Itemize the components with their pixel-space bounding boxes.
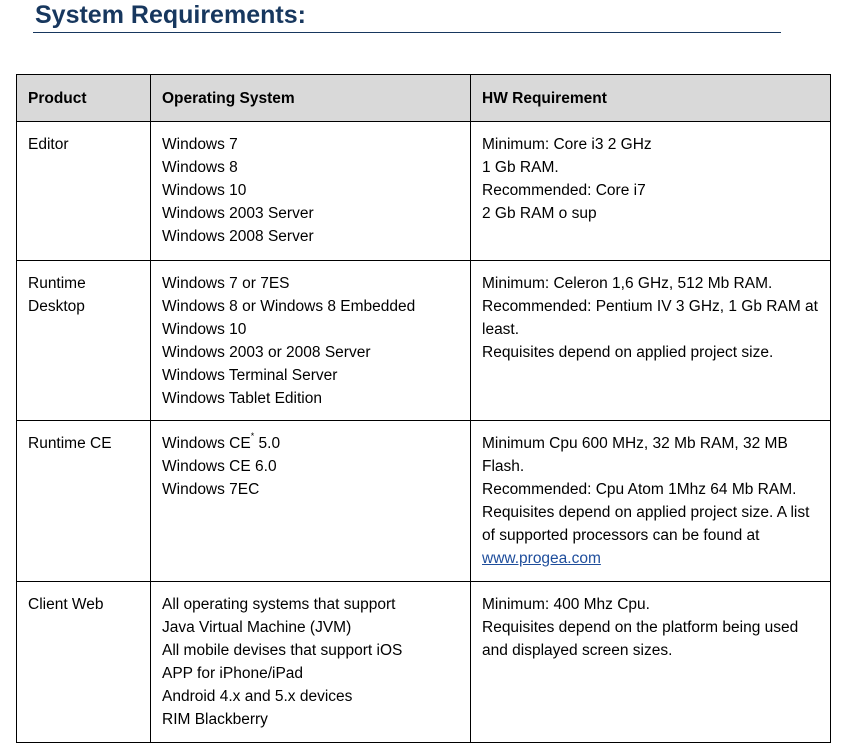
os-cell	[151, 261, 471, 421]
os-line: Android 4.x and 5.x devices	[162, 688, 353, 705]
hw-line: Minimum: Core i3 2 GHz	[482, 136, 652, 153]
os-line: Windows 2003 or 2008 Server	[162, 344, 371, 361]
hw-cell	[471, 122, 831, 261]
os-line: Windows Tablet Edition	[162, 390, 322, 407]
hw-line: 1 Gb RAM.	[482, 159, 559, 176]
os-line: Windows 7EC	[162, 481, 260, 498]
product-cell	[17, 122, 151, 261]
header-hw-requirement: HW Requirement	[471, 75, 831, 122]
hw-cell	[471, 421, 831, 582]
progea-website-link[interactable]: www.progea.com	[482, 550, 601, 567]
hw-cell	[471, 582, 831, 743]
page-title: System Requirements:	[35, 1, 306, 29]
os-line: Windows 10	[162, 321, 247, 338]
os-cell	[151, 122, 471, 261]
os-line: Windows 8 or Windows 8 Embedded	[162, 298, 416, 315]
hw-line: Requisites depend on the platform being used and displayed screen sizes.	[482, 619, 799, 659]
hw-line: Minimum Cpu 600 MHz, 32 Mb RAM, 32 MB Flash.	[482, 435, 788, 475]
os-line: APP for iPhone/iPad	[162, 665, 304, 682]
os-line: Windows 8	[162, 159, 238, 176]
hw-text-before-link: Recommended: Cpu Atom 1Mhz 64 Mb RAM. Requisites depend on applied project size. A list of supported processors can be found at	[482, 481, 810, 544]
hw-cell	[471, 261, 831, 421]
hw-line: 2 Gb RAM o sup	[482, 205, 597, 222]
os-line: Windows CE 6.0	[162, 458, 277, 475]
table-row	[17, 122, 831, 261]
os-line: Windows 7 or 7ES	[162, 275, 290, 292]
os-ce5-prefix: Windows CE	[162, 435, 251, 452]
product-cell	[17, 421, 151, 582]
header-operating-system: Operating System	[151, 75, 471, 122]
os-cell	[151, 421, 471, 582]
os-cell	[151, 582, 471, 743]
hw-line: Minimum: 400 Mhz Cpu.	[482, 596, 650, 613]
table-row	[17, 261, 831, 421]
header-product: Product	[17, 75, 151, 122]
hw-line: Minimum: Celeron 1,6 GHz, 512 Mb RAM.	[482, 275, 773, 292]
os-line	[162, 432, 461, 455]
hw-line: Recommended: Pentium IV 3 GHz, 1 Gb RAM at least.	[482, 298, 818, 338]
product-name: Editor	[28, 136, 69, 153]
hw-line	[482, 478, 821, 570]
table-row	[17, 582, 831, 743]
title-underline	[33, 32, 781, 33]
os-line: Windows 7	[162, 136, 238, 153]
os-line: Java Virtual Machine (JVM)	[162, 619, 352, 636]
hw-line: Requisites depend on applied project size.	[482, 344, 774, 361]
product-name: Client Web	[28, 596, 104, 613]
table-header-row	[17, 75, 831, 122]
product-cell	[17, 261, 151, 421]
system-requirements-table	[16, 74, 831, 743]
os-ce5-suffix: 5.0	[254, 435, 281, 452]
os-line: RIM Blackberry	[162, 711, 268, 728]
os-line: Windows 2003 Server	[162, 205, 314, 222]
os-line: Windows 10	[162, 182, 247, 199]
os-line: All operating systems that support	[162, 596, 396, 613]
os-line: All mobile devises that support iOS	[162, 642, 403, 659]
product-name: Runtime	[28, 275, 86, 292]
hw-line: Recommended: Core i7	[482, 182, 646, 199]
os-line: Windows Terminal Server	[162, 367, 338, 384]
footnote-asterisk: *	[250, 431, 255, 441]
product-name: Runtime CE	[28, 435, 112, 452]
product-name: Desktop	[28, 298, 85, 315]
table-row	[17, 421, 831, 582]
os-line: Windows 2008 Server	[162, 228, 314, 245]
product-cell	[17, 582, 151, 743]
